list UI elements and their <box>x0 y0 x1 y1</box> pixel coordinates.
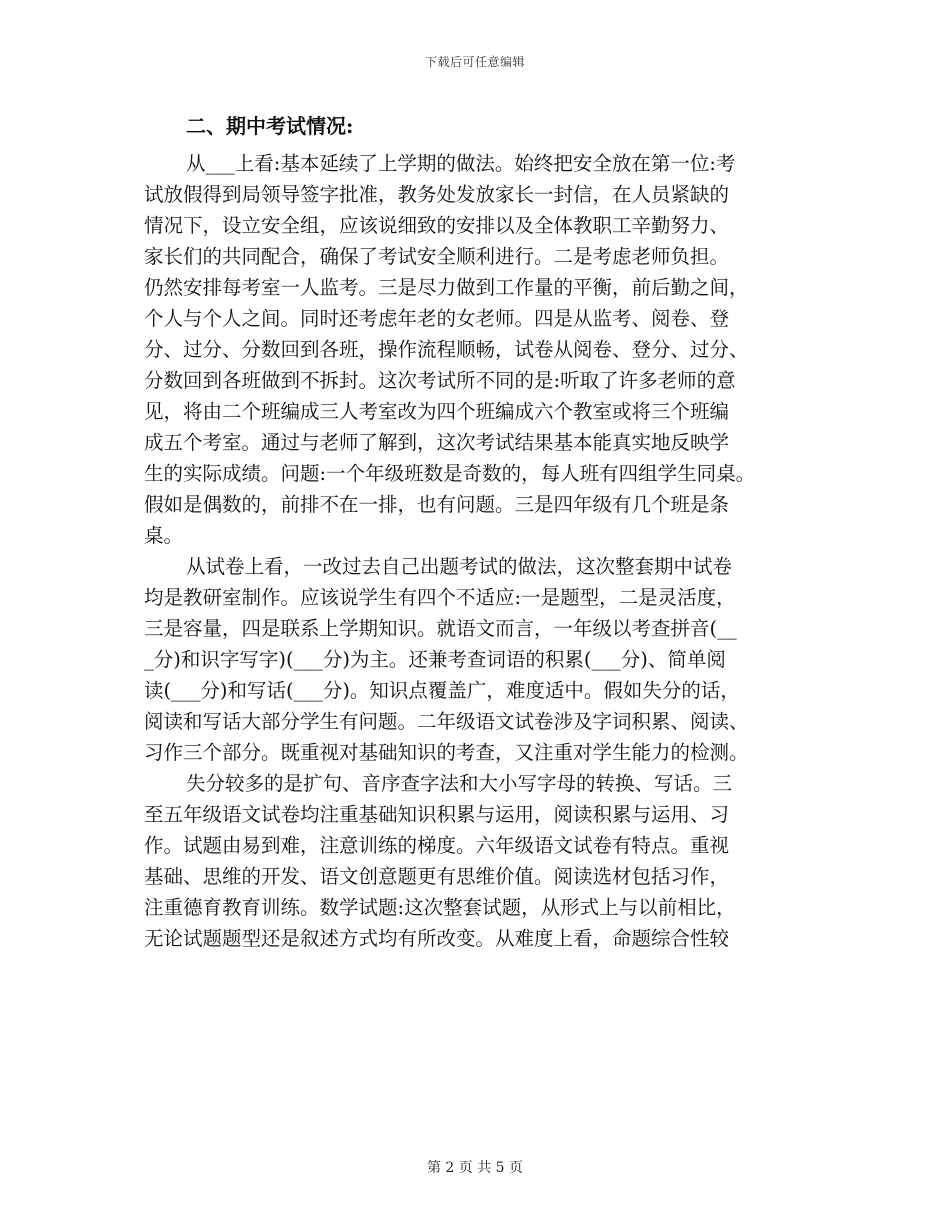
page-footer: 第 2 页 共 5 页 <box>426 1160 524 1176</box>
text-line: 读(___分)和写话(___分)。知识点覆盖广，难度适中。假如失分的话， <box>144 679 740 702</box>
text-line: 分、过分、分数回到各班，操作流程顺畅，试卷从阅卷、登分、过分、 <box>144 338 749 361</box>
text-line: 情况下，设立安全组，应该说细致的安排以及全体教职工辛勤努力、 <box>144 214 730 237</box>
text-line: _分)和识字写字)(___分)为主。还兼考查词语的积累(___分)、简单阅 <box>144 648 726 671</box>
text-line: 桌。 <box>144 524 184 547</box>
text-line: 生的实际成绩。问题:一个年级班数是奇数的，每人班有四组学生同桌。 <box>144 462 756 485</box>
text-line: 作。试题由易到难，注意训练的梯度。六年级语文试卷有特点。重视 <box>144 834 730 857</box>
text-line: 试放假得到局领导签字批准，教务处发放家长一封信，在人员紧缺的 <box>144 183 730 206</box>
text-line: 均是教研室制作。应该说学生有四个不适应:一是题型，二是灵活度， <box>144 586 736 609</box>
text-line: 习作三个部分。既重视对基础知识的考查，又注重对学生能力的检测。 <box>144 741 749 764</box>
paragraph-lines <box>144 148 816 954</box>
page-header: 下载后可任意编辑 <box>424 55 525 69</box>
text-line: 注重德育教育训练。数学试题:这次整套试题，从形式上与以前相比， <box>144 896 736 919</box>
text-line: 阅读和写话大部分学生有问题。二年级语文试卷涉及字词积累、阅读、 <box>144 710 749 733</box>
text-line: 个人与个人之间。同时还考虑年老的女老师。四是从监考、阅卷、登 <box>144 307 730 330</box>
text-line: 三是容量，四是联系上学期知识。就语文而言，一年级以考查拼音(__ <box>144 617 737 640</box>
text-line: 基础、思维的开发、语文创意题更有思维价值。阅读选材包括习作， <box>144 865 730 888</box>
text-line: 见，将由二个班编成三人考室改为四个班编成六个教室或将三个班编 <box>144 400 730 423</box>
text-line: 假如是偶数的，前排不在一排，也有问题。三是四年级有几个班是条 <box>144 493 730 516</box>
text-line: 成五个考室。通过与老师了解到，这次考试结果基本能真实地反映学 <box>144 431 730 454</box>
text-line: 分数回到各班做到不拆封。这次考试所不同的是:听取了许多老师的意 <box>144 369 736 392</box>
document-body <box>144 104 816 954</box>
text-line: 从___上看:基本延续了上学期的做法。始终把安全放在第一位:考 <box>186 152 736 175</box>
text-line: 从试卷上看，一改过去自己出题考试的做法，这次整套期中试卷 <box>186 555 733 578</box>
section-title: 二、期中考试情况: <box>186 114 354 138</box>
text-line: 失分较多的是扩句、音序查字法和大小写字母的转换、写话。三 <box>186 772 733 795</box>
text-line: 仍然安排每考室一人监考。三是尽力做到工作量的平衡，前后勤之间， <box>144 276 749 299</box>
text-line: 至五年级语文试卷均注重基础知识积累与运用，阅读积累与运用、习 <box>144 803 730 826</box>
text-line: 家长们的共同配合，确保了考试安全顺利进行。二是考虑老师负担。 <box>144 245 730 268</box>
text-line: 无论试题题型还是叙述方式均有所改变。从难度上看，命题综合性较 <box>144 927 730 950</box>
